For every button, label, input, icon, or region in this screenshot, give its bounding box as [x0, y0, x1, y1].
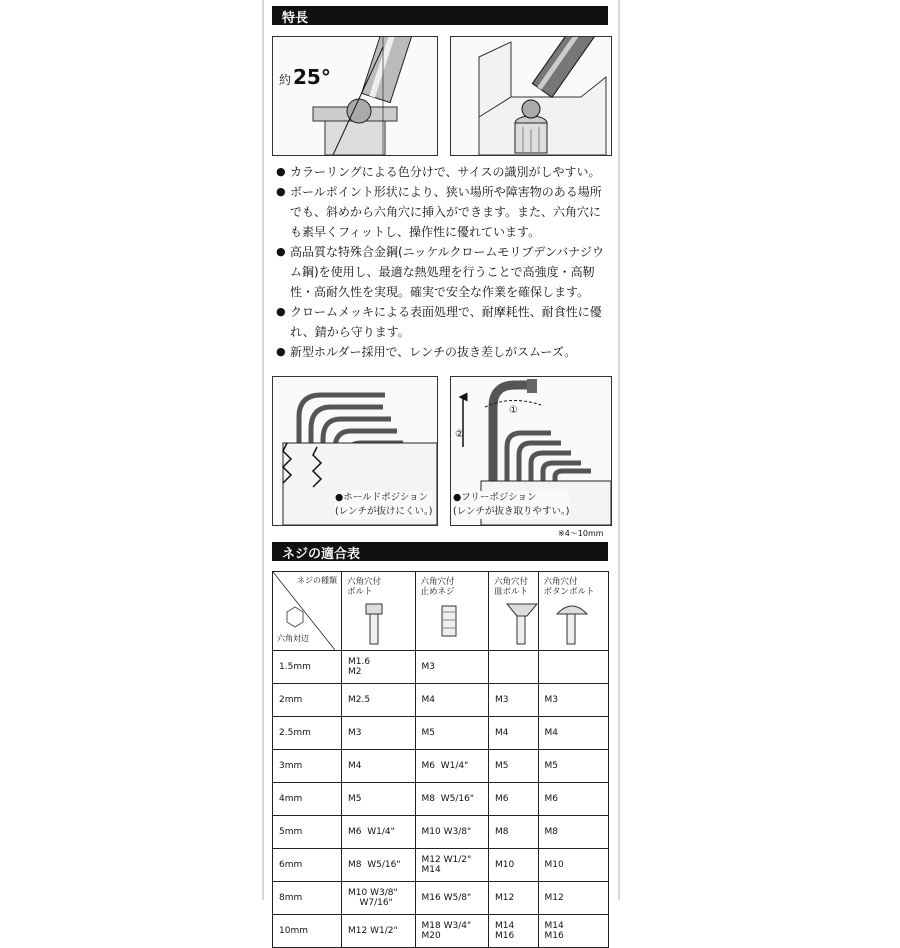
- free-position-caption: ●フリーポジション (レンチが抜き取りやすい。): [453, 492, 570, 517]
- angle-value: 25°: [293, 65, 331, 89]
- cell-set-screw: M6 W1/4": [415, 750, 489, 783]
- feature-item: ● カラーリングによる色分けで、サイスの識別がしやすい。: [276, 162, 610, 182]
- cell-button-head-bolt: M8: [538, 816, 609, 849]
- feature-list: [276, 162, 610, 362]
- hex-size: 2.5mm: [273, 717, 342, 750]
- cell-flat-head-bolt: M12: [489, 882, 538, 915]
- feature-item: ● ボールポイント形状により、狭い場所や障害物のある場所でも、斜めから六角穴に挿入ができます。また、六角穴にも素早くフィットし、操作性に優れています。: [276, 182, 610, 242]
- cell-flat-head-bolt: M8: [489, 816, 538, 849]
- cell-flat-head-bolt: [489, 651, 538, 684]
- cell-flat-head-bolt: M10: [489, 849, 538, 882]
- hex-size: 1.5mm: [273, 651, 342, 684]
- angle-illustration: [272, 36, 438, 156]
- column-header-label: 六角穴付 ボルト: [347, 577, 382, 597]
- hex-size: 5mm: [273, 816, 342, 849]
- column-header: [489, 572, 538, 651]
- cell-cap-bolt: M3: [342, 717, 416, 750]
- cell-button-head-bolt: M10: [538, 849, 609, 882]
- table-header-row: [273, 572, 609, 651]
- table-row: [273, 750, 609, 783]
- cell-button-head-bolt: M3: [538, 684, 609, 717]
- features-header: [272, 6, 608, 25]
- left-edge-divider: [262, 0, 264, 900]
- cell-cap-bolt: M1.6 M2: [342, 651, 416, 684]
- table-row: [273, 684, 609, 717]
- cell-flat-head-bolt: M5: [489, 750, 538, 783]
- column-header-label: 六角穴付 ボタンボルト: [543, 577, 595, 597]
- socket-insertion-image: [451, 37, 611, 155]
- set-screw-icon: [416, 602, 484, 648]
- cell-cap-bolt: M8 W5/16": [342, 849, 416, 882]
- table-row: [273, 816, 609, 849]
- cell-button-head-bolt: M4: [538, 717, 609, 750]
- table-row: [273, 783, 609, 816]
- cell-button-head-bolt: M14 M16: [538, 915, 609, 948]
- cell-set-screw: M4: [415, 684, 489, 717]
- cell-cap-bolt: M4: [342, 750, 416, 783]
- marker-two: ②: [455, 429, 464, 440]
- socket-illustration: [450, 36, 612, 156]
- table-row: [273, 915, 609, 948]
- cell-cap-bolt: M5: [342, 783, 416, 816]
- cell-cap-bolt: M6 W1/4": [342, 816, 416, 849]
- cell-flat-head-bolt: M14 M16: [489, 915, 538, 948]
- cell-set-screw: M16 W5/8": [415, 882, 489, 915]
- features-header-label: 特長: [282, 11, 309, 26]
- marker-one: ①: [509, 405, 518, 416]
- ball-point-wrench-image: [273, 37, 437, 155]
- cell-button-head-bolt: M12: [538, 882, 609, 915]
- table-header-label: ネジの適合表: [282, 547, 361, 562]
- cap-bolt-icon: [342, 602, 410, 648]
- table-row: [273, 849, 609, 882]
- cell-button-head-bolt: M6: [538, 783, 609, 816]
- hold-position-caption: ●ホールドポジション (レンチが抜けにくい。): [335, 492, 433, 517]
- feature-item: ● クロームメッキによる表面処理で、耐摩耗性、耐食性に優れ、錆から守ります。: [276, 302, 610, 342]
- free-position-illustration: [450, 376, 612, 526]
- cell-flat-head-bolt: M6: [489, 783, 538, 816]
- table-row: [273, 717, 609, 750]
- column-header: [342, 572, 416, 651]
- column-header: [415, 572, 489, 651]
- cell-button-head-bolt: [538, 651, 609, 684]
- cell-set-screw: M12 W1/2" M14: [415, 849, 489, 882]
- feature-item: ● 高品質な特殊合金鋼(ニッケルクロームモリブデンバナジウム鋼)を使用し、最適な熱処理を行うことで高強度・高靭性・高耐久性を実現。確実で安全な作業を確保します。: [276, 242, 610, 302]
- size-note: ※4〜10mm: [558, 529, 604, 538]
- table-header: [272, 542, 608, 561]
- hex-size: 4mm: [273, 783, 342, 816]
- angle-prefix: 約: [279, 73, 292, 87]
- cell-set-screw: M3: [415, 651, 489, 684]
- cell-set-screw: M10 W3/8": [415, 816, 489, 849]
- hex-size: 2mm: [273, 684, 342, 717]
- cell-set-screw: M18 W3/4" M20: [415, 915, 489, 948]
- hex-size: 3mm: [273, 750, 342, 783]
- corner-bottom-label: 六角対辺: [277, 634, 309, 643]
- cell-cap-bolt: M12 W1/2": [342, 915, 416, 948]
- cell-cap-bolt: M10 W3/8" W7/16": [342, 882, 416, 915]
- button-head-bolt-icon: [539, 602, 607, 648]
- cell-set-screw: M5: [415, 717, 489, 750]
- column-header-label: 六角穴付 皿ボルト: [494, 577, 529, 597]
- cell-button-head-bolt: M5: [538, 750, 609, 783]
- cell-flat-head-bolt: M3: [489, 684, 538, 717]
- cell-set-screw: M8 W5/16": [415, 783, 489, 816]
- table-row: [273, 651, 609, 684]
- hex-size: 10mm: [273, 915, 342, 948]
- hold-position-illustration: [272, 376, 438, 526]
- corner-cell: [273, 572, 342, 651]
- hex-size: 6mm: [273, 849, 342, 882]
- hex-size: 8mm: [273, 882, 342, 915]
- column-header: [538, 572, 609, 651]
- column-header-label: 六角穴付 止めネジ: [420, 577, 455, 597]
- screw-compatibility-table: [272, 571, 609, 948]
- corner-top-label: ネジの種類: [297, 576, 337, 585]
- hexagon-icon: [287, 607, 303, 627]
- cell-flat-head-bolt: M4: [489, 717, 538, 750]
- table-row: [273, 882, 609, 915]
- right-edge-divider: [618, 0, 620, 900]
- cell-cap-bolt: M2.5: [342, 684, 416, 717]
- feature-item: ● 新型ホルダー採用で、レンチの抜き差しがスムーズ。: [276, 342, 610, 362]
